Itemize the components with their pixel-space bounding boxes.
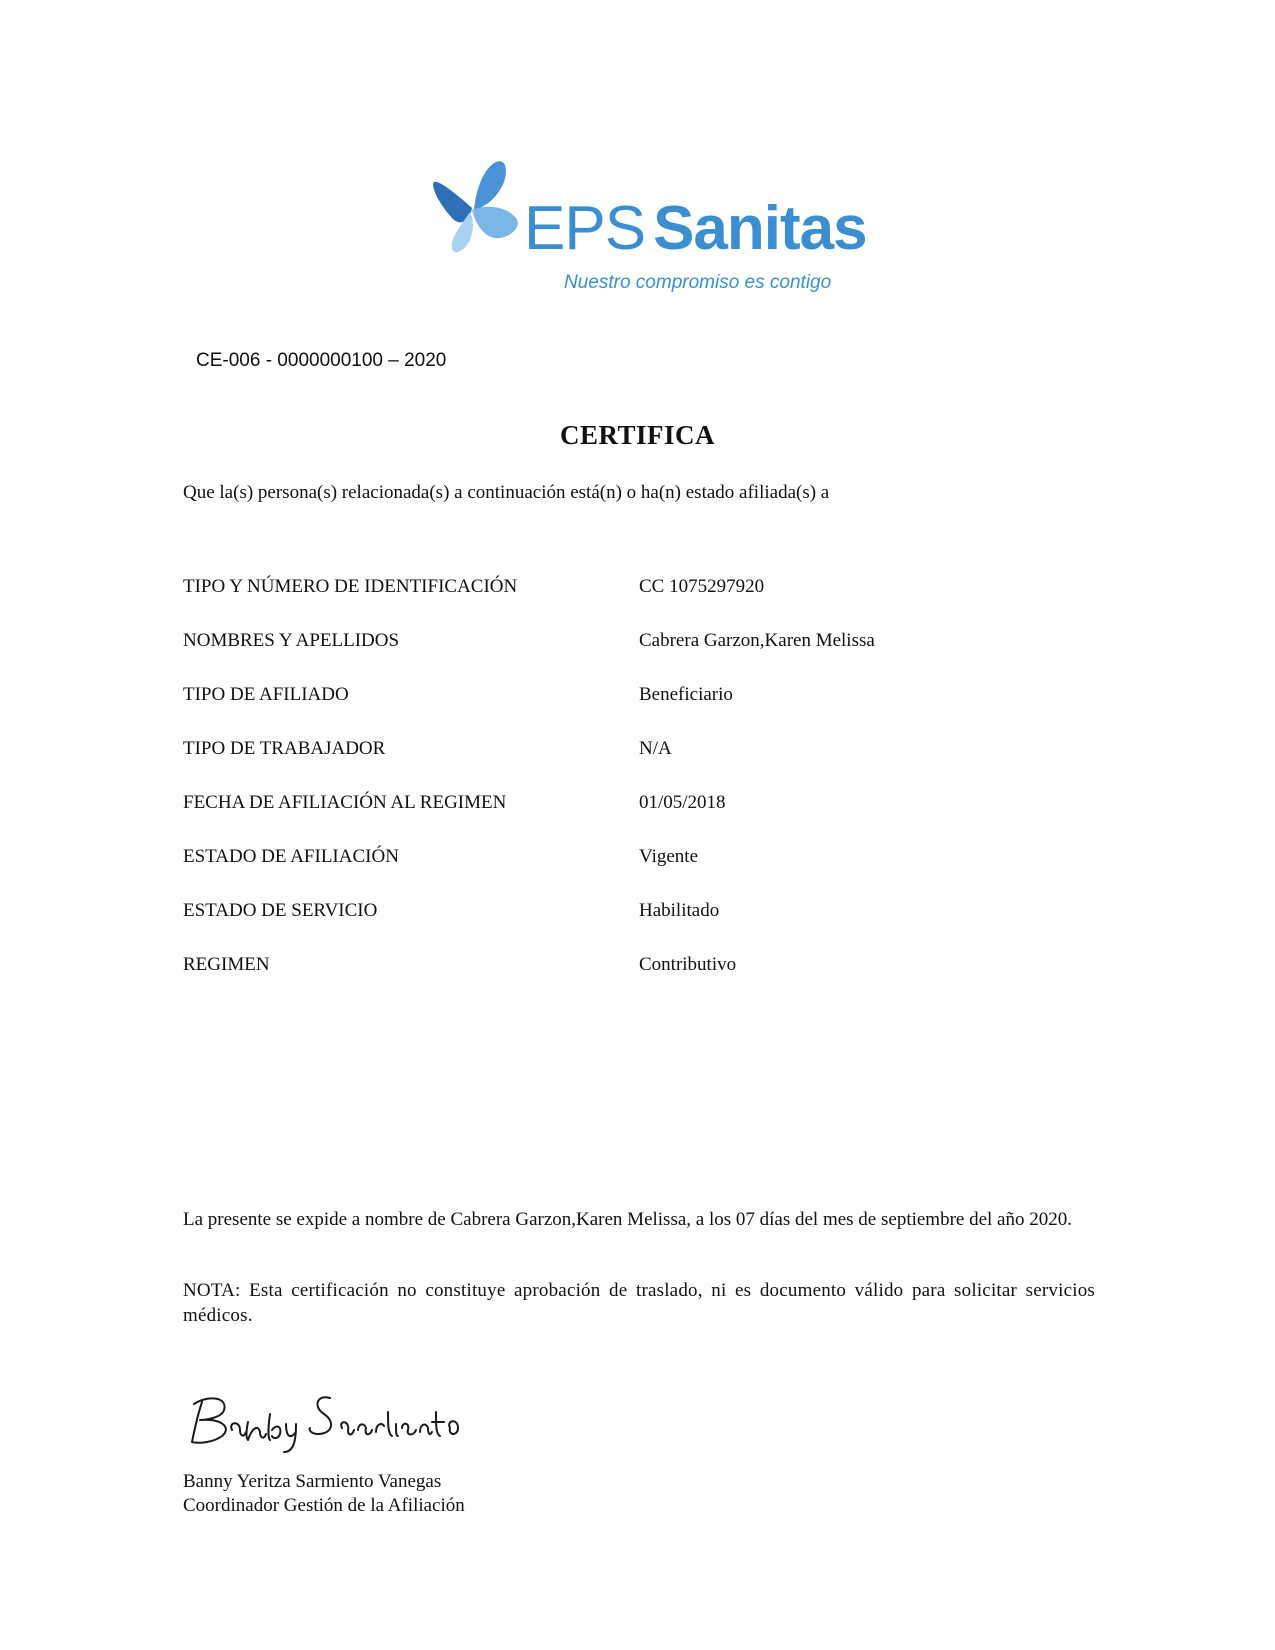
field-value: Beneficiario xyxy=(639,684,733,705)
field-row-worker-type xyxy=(183,738,1083,792)
field-value: Habilitado xyxy=(639,900,720,921)
field-label: FECHA DE AFILIACIÓN AL REGIMEN xyxy=(183,792,507,813)
field-value: 01/05/2018 xyxy=(639,792,726,813)
field-row-names xyxy=(183,630,1083,684)
handwritten-signature xyxy=(188,1384,478,1454)
field-label: ESTADO DE SERVICIO xyxy=(183,900,378,921)
field-label: NOMBRES Y APELLIDOS xyxy=(183,630,400,651)
issued-paragraph: La presente se expide a nombre de Cabrera Garzon,Karen Melissa, a los 07 días del mes de septiembre del año 2020. xyxy=(183,1209,1072,1230)
field-row-affiliation-status xyxy=(183,846,1083,900)
field-label: TIPO DE AFILIADO xyxy=(183,684,349,705)
signer-name: Banny Yeritza Sarmiento Vanegas xyxy=(183,1471,442,1492)
field-value: N/A xyxy=(639,738,672,759)
field-value: CC 1075297920 xyxy=(639,576,765,597)
signer-role: Coordinador Gestión de la Afiliación xyxy=(183,1495,465,1516)
brand-tagline: Nuestro compromiso es contigo xyxy=(564,272,832,293)
field-label: TIPO Y NÚMERO DE IDENTIFICACIÓN xyxy=(183,576,518,597)
butterfly-logo-icon xyxy=(432,160,522,260)
intro-text: Que la(s) persona(s) relacionada(s) a continuación está(n) o ha(n) estado afiliada(s) a xyxy=(183,482,830,503)
field-value: Contributivo xyxy=(639,954,737,975)
field-label: ESTADO DE AFILIACIÓN xyxy=(183,846,399,867)
field-row-identification xyxy=(183,576,1083,630)
note-paragraph: NOTA: Esta certificación no constituye aprobación de traslado, ni es documento válido para solicitar servicios médicos. xyxy=(183,1280,1095,1326)
field-row-affiliation-date xyxy=(183,792,1083,846)
field-row-affiliate-type xyxy=(183,684,1083,738)
signer-block xyxy=(183,1470,465,1518)
field-row-regime xyxy=(183,954,1083,1008)
document-number: CE-006 - 0000000100 – 2020 xyxy=(196,350,447,371)
brand-sanitas: Sanitas xyxy=(653,194,867,263)
affiliation-fields xyxy=(183,576,1083,1008)
page-title: CERTIFICA xyxy=(559,420,716,450)
field-row-service-status xyxy=(183,900,1083,954)
brand-eps: EPS xyxy=(524,194,646,263)
field-value: Vigente xyxy=(639,846,699,867)
brand-name xyxy=(524,194,867,263)
field-label: TIPO DE TRABAJADOR xyxy=(183,738,386,759)
field-value: Cabrera Garzon,Karen Melissa xyxy=(639,630,875,651)
eps-sanitas-logo xyxy=(432,160,867,300)
field-label: REGIMEN xyxy=(183,954,270,975)
